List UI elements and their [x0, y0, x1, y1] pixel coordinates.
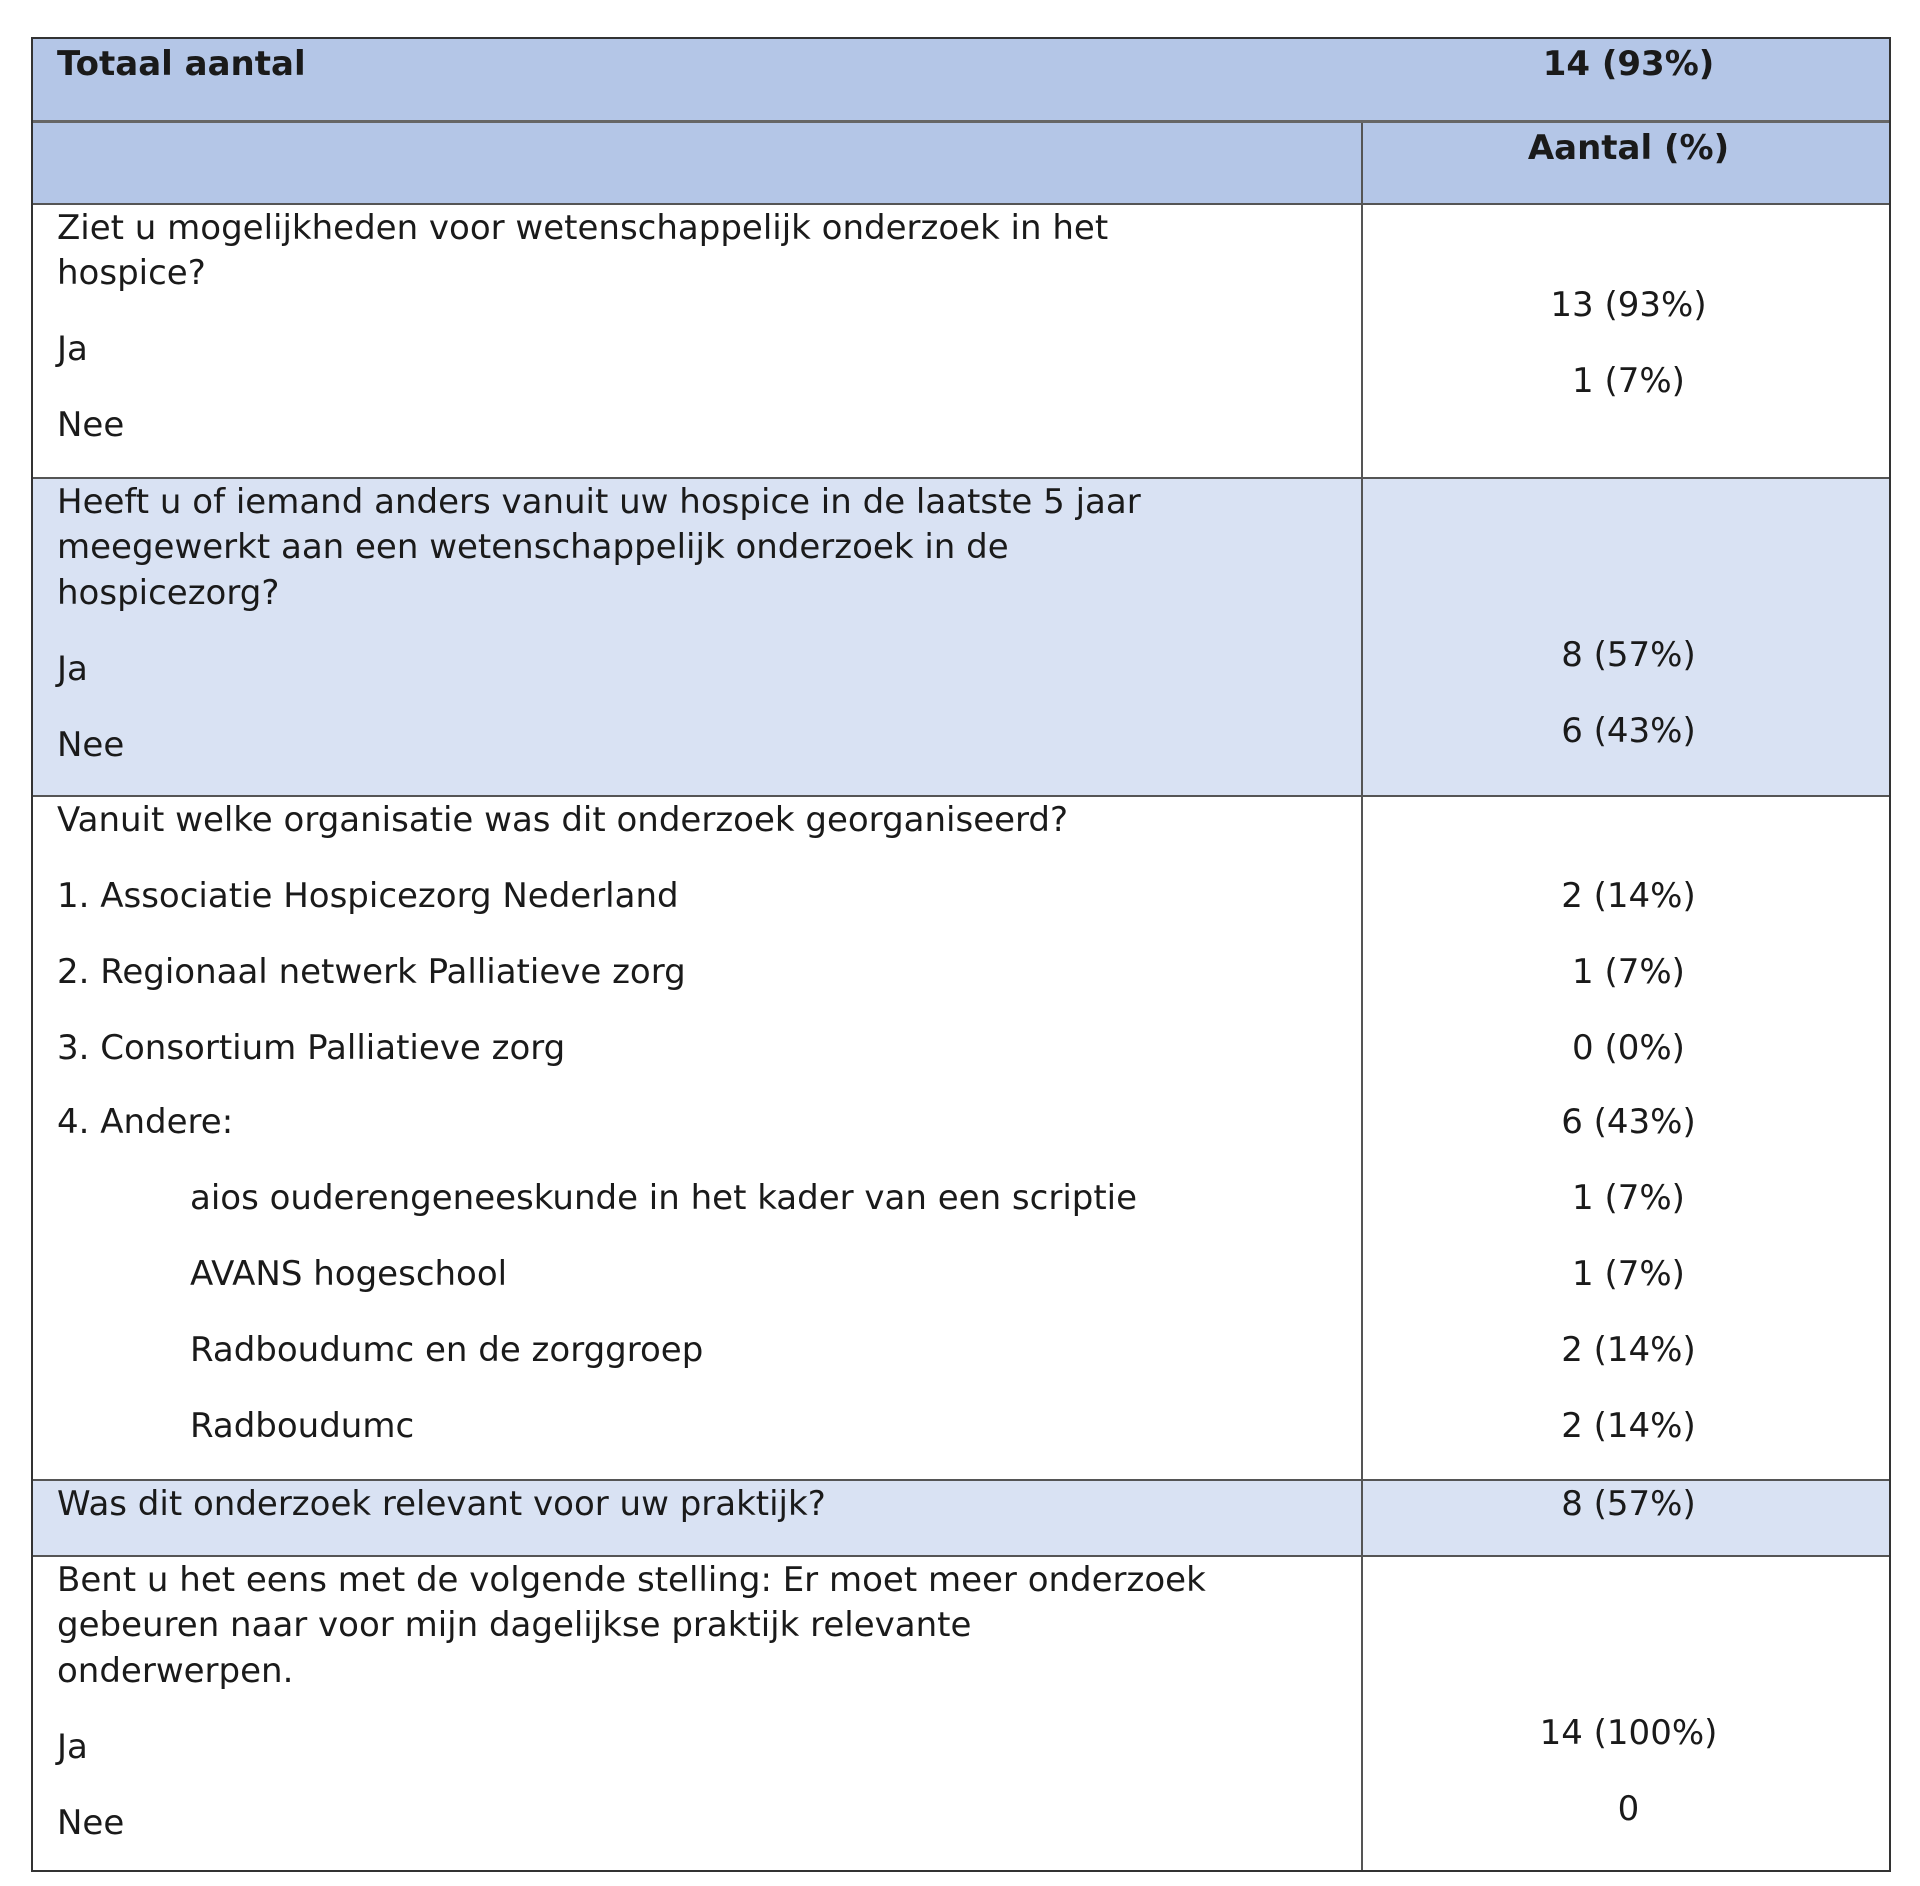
answer-label: aios ouderengeneeskunde in het kader van een scriptie — [190, 1178, 1138, 1218]
answer-label: Nee — [57, 1803, 125, 1843]
column-divider — [1361, 123, 1363, 1870]
answer-value: 1 (7%) — [1572, 361, 1685, 401]
answer-label: Nee — [57, 405, 125, 445]
answer-label: 4. Andere: — [57, 1102, 234, 1142]
answer-value: 6 (43%) — [1561, 711, 1696, 751]
question-line: gebeuren naar voor mijn dagelijkse praktijk relevante — [57, 1605, 972, 1645]
question-line: meegewerkt aan een wetenschappelijk onderzoek in de — [57, 527, 1009, 567]
answer-value: 1 (7%) — [1572, 952, 1685, 992]
header-row — [33, 123, 1889, 205]
section-row — [33, 1557, 1889, 1870]
answer-value: 2 (14%) — [1561, 876, 1696, 916]
question-line: Vanuit welke organisatie was dit onderzoek georganiseerd? — [57, 800, 1069, 840]
answer-value: 14 (100%) — [1539, 1713, 1718, 1753]
question-line: Was dit onderzoek relevant voor uw praktijk? — [57, 1484, 826, 1524]
answer-label: 2. Regionaal netwerk Palliatieve zorg — [57, 952, 686, 992]
answer-label: AVANS hogeschool — [190, 1254, 508, 1294]
answer-label: Ja — [57, 649, 88, 689]
section-row — [33, 797, 1889, 1481]
answer-value: 2 (14%) — [1561, 1330, 1696, 1370]
question-line: Ziet u mogelijkheden voor wetenschappelijk onderzoek in het — [57, 208, 1109, 248]
answer-value: 2 (14%) — [1561, 1406, 1696, 1446]
answer-value: 1 (7%) — [1572, 1254, 1685, 1294]
question-line: Heeft u of iemand anders vanuit uw hospice in de laatste 5 jaar — [57, 482, 1141, 522]
answer-label: Radboudumc — [190, 1406, 415, 1446]
survey-table — [31, 37, 1891, 1872]
answer-value: 8 (57%) — [1561, 635, 1696, 675]
total-row — [33, 39, 1889, 123]
answer-label: Ja — [57, 1727, 88, 1767]
question-line: hospice? — [57, 253, 206, 293]
answer-value: 0 — [1617, 1789, 1640, 1829]
answer-label: Nee — [57, 725, 125, 765]
answer-value: 8 (57%) — [1561, 1484, 1696, 1524]
answer-label: Radboudumc en de zorggroep — [190, 1330, 704, 1370]
total-value: 14 (93%) — [1542, 44, 1715, 84]
answer-label: Ja — [57, 329, 88, 369]
question-line: onderwerpen. — [57, 1651, 294, 1691]
answer-value: 6 (43%) — [1561, 1102, 1696, 1142]
question-line: hospicezorg? — [57, 573, 280, 613]
answer-value: 0 (0%) — [1572, 1028, 1685, 1068]
answer-value: 13 (93%) — [1550, 285, 1707, 325]
section-row — [33, 205, 1889, 479]
total-label: Totaal aantal — [57, 44, 306, 84]
section-row — [33, 479, 1889, 797]
answer-value: 1 (7%) — [1572, 1178, 1685, 1218]
answer-label: 3. Consortium Palliatieve zorg — [57, 1028, 566, 1068]
column-header: Aantal (%) — [1527, 128, 1730, 168]
question-line: Bent u het eens met de volgende stelling: Er moet meer onderzoek — [57, 1560, 1206, 1600]
section-row — [33, 1481, 1889, 1557]
answer-label: 1. Associatie Hospicezorg Nederland — [57, 876, 679, 916]
